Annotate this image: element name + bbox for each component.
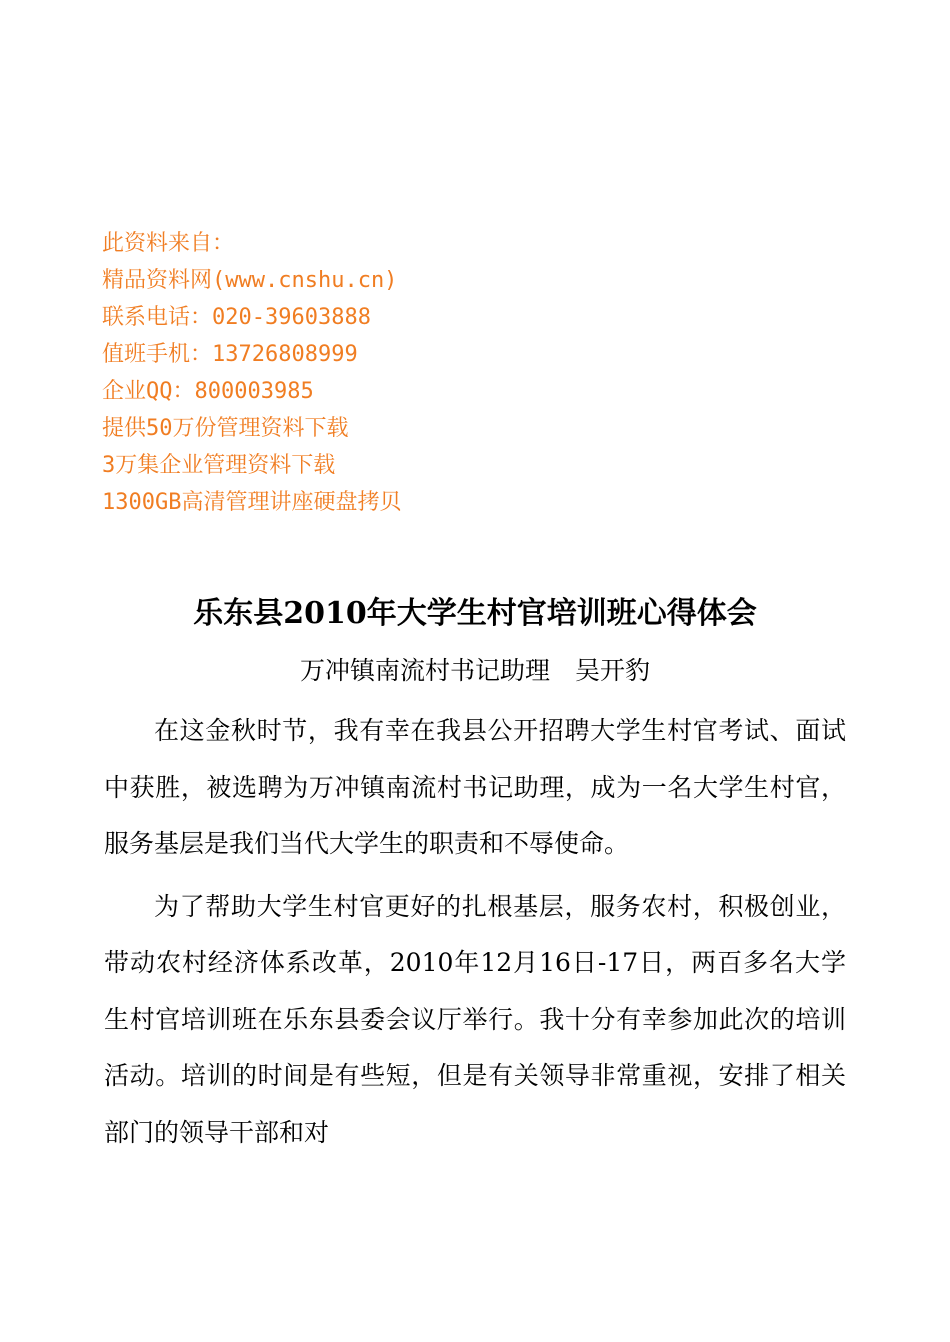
body-paragraph-2: 为了帮助大学生村官更好的扎根基层，服务农村，积极创业，带动农村经济体系改革，2010年12月16日-17日，两百多名大学生村官培训班在乐东县委会议厅举行。我十分有幸参加此次的培训活动。培训的时间是有些短，但是有关领导非常重视，安排了相关部门的领导干部和对 <box>104 891 846 1147</box>
body-paragraph-1: 在这金秋时节，我有幸在我县公开招聘大学生村官考试、面试中获胜，被选聘为万冲镇南流村书记助理，成为一名大学生村官，服务基层是我们当代大学生的职责和不辱使命。 <box>104 716 846 858</box>
source-line-qq: 企业QQ：800003985 <box>102 379 314 404</box>
source-line-offer-1: 提供50万份管理资料下载 <box>102 416 349 441</box>
source-line-offer-3: 1300GB高清管理讲座硬盘拷贝 <box>102 490 402 515</box>
source-line-website: 精品资料网(www.cnshu.cn) <box>102 268 398 293</box>
author-line: 万冲镇南流村书记助理 吴开豹 <box>299 656 650 685</box>
source-line-header: 此资料来自： <box>102 231 235 256</box>
document-title: 乐东县2010年大学生村官培训班心得体会 <box>193 596 757 631</box>
source-line-phone: 联系电话：020-39603888 <box>102 305 371 330</box>
source-line-mobile: 值班手机：13726808999 <box>102 342 358 367</box>
source-line-offer-2: 3万集企业管理资料下载 <box>102 453 336 478</box>
document-body <box>104 703 846 1161</box>
source-info-block <box>102 225 862 521</box>
